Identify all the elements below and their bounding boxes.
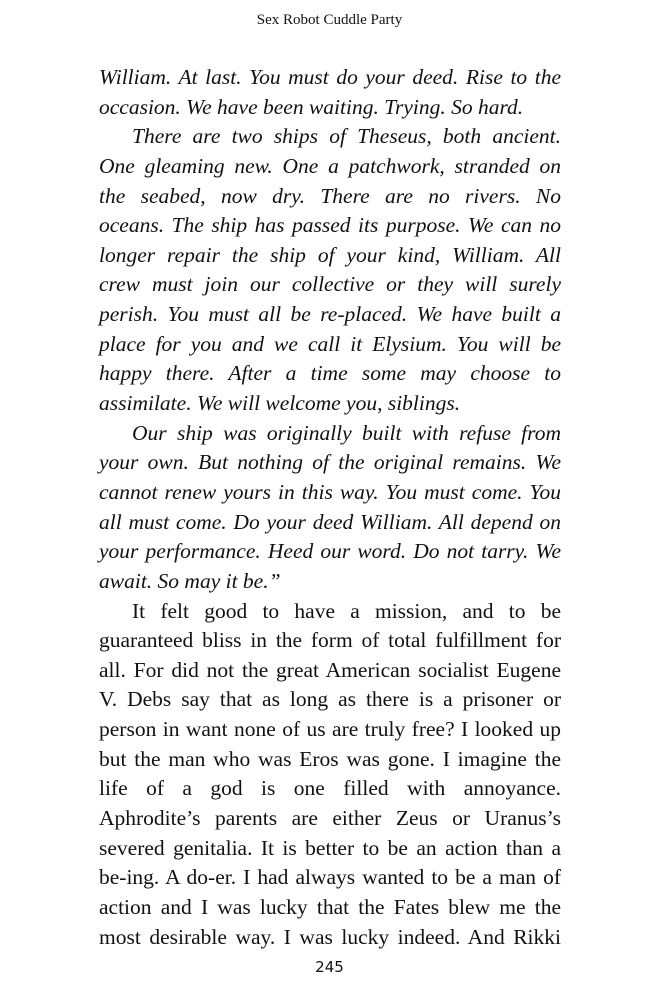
text-line: oceans. The ship has passed its purpose. We can no	[99, 213, 561, 238]
text-line: the seabed, now dry. There are no rivers. No	[99, 183, 561, 208]
text-line: happy there. After a time some may choose to	[99, 361, 561, 386]
text-line: There are two ships of Theseus, both ancient.	[132, 124, 561, 149]
paragraph	[99, 597, 561, 953]
body-text	[99, 63, 561, 952]
text-line: severed genitalia. It is better to be an action than a	[99, 835, 561, 860]
text-line: It felt good to have a mission, and to be	[132, 598, 561, 623]
text-line: One gleaming new. One a patchwork, stranded on	[99, 153, 561, 178]
text-line: action and I was lucky that the Fates blew me the	[99, 894, 561, 919]
text-line: be-ing. A do-er. I had always wanted to be a man of	[99, 865, 561, 890]
paragraph	[99, 63, 561, 122]
text-line: person in want none of us are truly free? I looked up	[99, 717, 561, 742]
text-line: await. So may it be.”	[99, 568, 281, 593]
text-line: most desirable way. I was lucky indeed. And Rikki	[99, 924, 561, 949]
text-line: your own. But nothing of the original remains. We	[99, 450, 561, 475]
text-line: longer repair the ship of your kind, William. All	[99, 242, 561, 267]
text-line: Our ship was originally built with refuse from	[132, 420, 561, 445]
text-line: all must come. Do your deed William. All depend on	[99, 509, 561, 534]
text-line: V. Debs say that as long as there is a prisoner or	[99, 687, 561, 712]
text-line: cannot renew yours in this way. You must come. You	[99, 479, 561, 504]
text-line: your performance. Heed our word. Do not tarry. We	[99, 539, 561, 564]
paragraph	[99, 419, 561, 597]
text-line: life of a god is one filled with annoyance.	[99, 776, 561, 801]
paragraph	[99, 122, 561, 418]
text-line: crew must join our collective or they will surely	[99, 272, 561, 297]
text-line: perish. You must all be re-placed. We have built a	[99, 302, 561, 327]
text-line: Aphrodite’s parents are either Zeus or Uranus’s	[99, 806, 561, 831]
text-line: assimilate. We will welcome you, siblings.	[99, 391, 461, 416]
page-number: 245	[315, 958, 344, 976]
running-head: Sex Robot Cuddle Party	[256, 12, 403, 28]
text-line: occasion. We have been waiting. Trying. So hard.	[99, 94, 524, 119]
text-line: William. At last. You must do your deed. Rise to the	[99, 65, 561, 89]
text-line: but the man who was Eros was gone. I imagine the	[99, 746, 561, 771]
text-line: guaranteed bliss in the form of total fulfillment for	[99, 628, 561, 653]
text-line: all. For did not the great American socialist Eugene	[99, 657, 561, 682]
text-line: place for you and we call it Elysium. You will be	[99, 331, 561, 356]
